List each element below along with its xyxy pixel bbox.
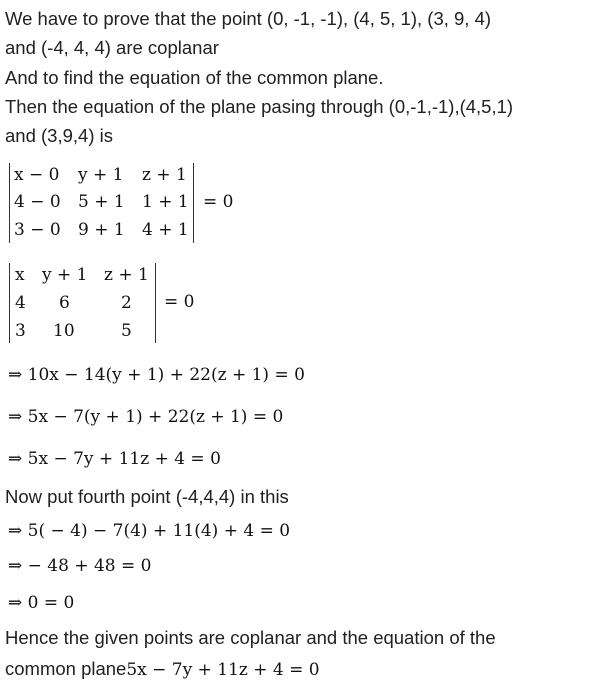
matrix-cell: 10 bbox=[53, 321, 75, 341]
verify-equation-1: ⇒ 5( − 4) − 7(4) + 11(4) + 4 = 0 bbox=[8, 521, 291, 541]
conclusion-text: common plane bbox=[5, 658, 127, 679]
conclusion-line-2 bbox=[5, 657, 320, 682]
intro-line-4: Then the equation of the plane pasing through (0,-1,-1),(4,5,1) bbox=[5, 96, 514, 117]
matrix-cell: x bbox=[15, 265, 25, 285]
verify-equation-2: ⇒ − 48 + 48 = 0 bbox=[8, 556, 152, 576]
determinant-2-right-bar bbox=[155, 263, 156, 343]
step-equation-1: ⇒ 10x − 14(y + 1) + 22(z + 1) = 0 bbox=[8, 365, 305, 385]
determinant-1-right-bar bbox=[193, 163, 194, 243]
matrix-cell: 4 + 1 bbox=[142, 220, 189, 240]
verify-equation-3: ⇒ 0 = 0 bbox=[8, 593, 75, 613]
matrix-cell: 4 − 0 bbox=[14, 192, 61, 212]
intro-line-2: and (-4, 4, 4) are coplanar bbox=[5, 37, 219, 58]
matrix-cell: 9 + 1 bbox=[78, 220, 125, 240]
matrix-cell: z + 1 bbox=[104, 265, 149, 285]
intro-line-1: We have to prove that the point (0, -1, -1), (4, 5, 1), (3, 9, 4) bbox=[5, 8, 492, 29]
conclusion-line-1: Hence the given points are coplanar and the equation of the bbox=[5, 627, 496, 648]
matrix-cell: z + 1 bbox=[142, 165, 187, 185]
intro-line-3: And to find the equation of the common plane. bbox=[5, 67, 384, 88]
determinant-1-equals: = 0 bbox=[203, 192, 234, 212]
matrix-cell: x − 0 bbox=[14, 165, 60, 185]
matrix-cell: 2 bbox=[121, 293, 132, 313]
step-equation-2: ⇒ 5x − 7(y + 1) + 22(z + 1) = 0 bbox=[8, 407, 284, 427]
matrix-cell: y + 1 bbox=[42, 265, 88, 285]
matrix-cell: 5 + 1 bbox=[78, 192, 125, 212]
step-equation-3: ⇒ 5x − 7y + 11z + 4 = 0 bbox=[8, 449, 221, 469]
determinant-1-left-bar bbox=[9, 163, 10, 243]
determinant-2-equals: = 0 bbox=[164, 292, 195, 312]
determinant-2-left-bar bbox=[9, 263, 10, 343]
intro-line-5: and (3,9,4) is bbox=[5, 125, 113, 146]
matrix-cell: y + 1 bbox=[78, 165, 124, 185]
matrix-cell: 6 bbox=[59, 293, 70, 313]
matrix-cell: 1 + 1 bbox=[142, 192, 189, 212]
conclusion-equation: 5x − 7y + 11z + 4 = 0 bbox=[126, 660, 320, 680]
matrix-cell: 3 − 0 bbox=[14, 220, 61, 240]
fourth-point-text: Now put fourth point (-4,4,4) in this bbox=[5, 486, 289, 507]
matrix-cell: 5 bbox=[121, 321, 132, 341]
matrix-cell: 4 bbox=[15, 293, 26, 313]
matrix-cell: 3 bbox=[15, 321, 26, 341]
